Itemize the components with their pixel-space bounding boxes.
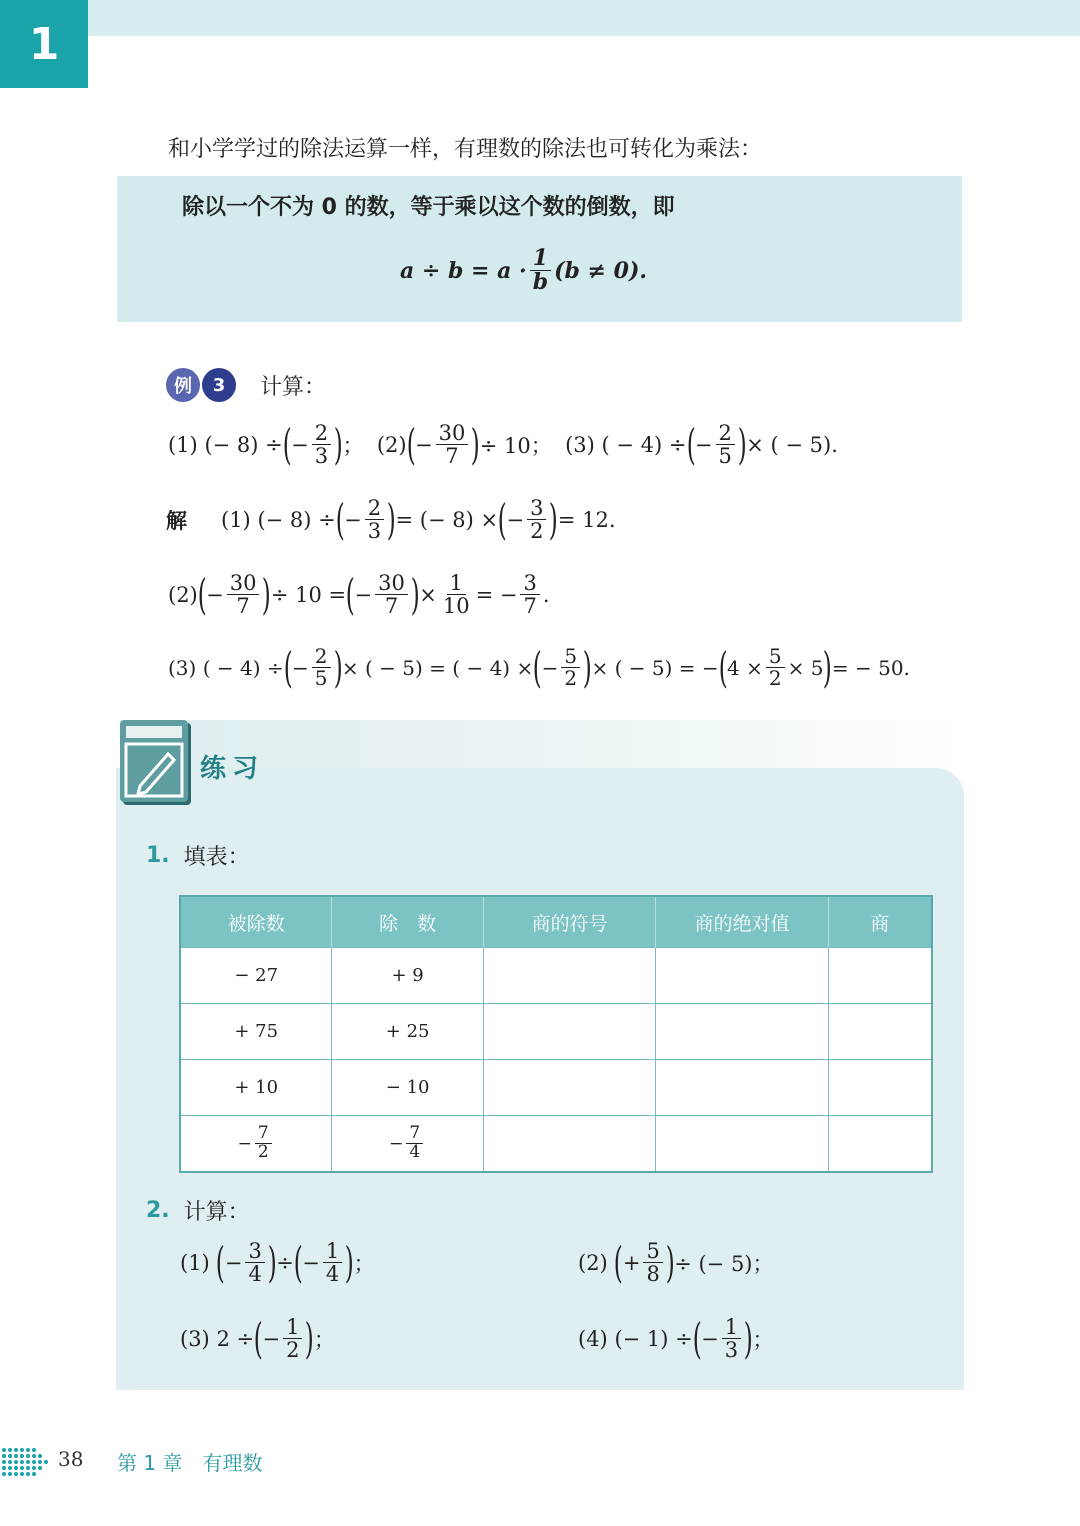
table-row <box>180 948 932 1004</box>
math-text: ( − 4) ÷ <box>202 655 284 680</box>
paren-open: ( <box>686 419 696 469</box>
paren-open: ( <box>345 569 355 619</box>
column-header: 除 数 <box>332 896 483 948</box>
math-text: = (− 8) × <box>395 507 499 532</box>
paren-close: ) <box>743 1313 753 1363</box>
table-row <box>180 1060 932 1116</box>
question-number: 1. <box>146 843 170 868</box>
question-text: 计算： <box>183 1200 250 1225</box>
fraction <box>227 572 260 617</box>
math-text: = − 50. <box>831 655 910 680</box>
intro-text: 和小学学过的除法运算一样，有理数的除法也可转化为乘法： <box>168 137 763 162</box>
math-text: ÷ <box>276 1250 294 1275</box>
solution-line-2: (2) ( − $\frac{30}{7}$ ) ÷ 10 = ( − $\frac{30}{7}$ ) × $\frac{1}{10}$ = − $\frac{3}{7}$ . <box>168 569 550 619</box>
column-header: 被除数 <box>180 896 332 948</box>
example-badge-word: 例 <box>166 368 200 402</box>
problem-label: (1) <box>168 432 198 457</box>
fraction-numerator: 30 <box>227 572 260 595</box>
fraction-denominator: 7 <box>236 594 250 619</box>
problem-label: (2) <box>376 432 407 457</box>
signed-fraction <box>389 1125 426 1162</box>
fraction-numerator: 5 <box>766 646 785 668</box>
sign: − <box>237 1133 252 1154</box>
problem-label: (1) <box>180 1250 210 1275</box>
problem-label: (3) <box>180 1326 210 1351</box>
paren-open: ( <box>197 569 207 619</box>
problem-label: (2) <box>578 1250 608 1275</box>
math-text: = − <box>475 582 518 607</box>
math-text: × ( − 5) = − <box>591 655 719 680</box>
math-text: ； <box>752 1327 774 1352</box>
math-text: × ( − 5) = ( − 4) × <box>341 655 534 680</box>
paren-close: ) <box>665 1237 675 1287</box>
fraction-numerator: 30 <box>436 422 469 445</box>
fraction-denominator: 2 <box>530 519 544 544</box>
math-text: × ( − 5). <box>746 432 838 457</box>
sign: − <box>389 1133 404 1154</box>
answer-cell[interactable] <box>656 948 829 1004</box>
paren-close: ) <box>737 419 747 469</box>
paren-open: ( <box>335 494 345 544</box>
paren-open: ( <box>614 1237 624 1287</box>
fraction-denominator: 7 <box>445 444 459 469</box>
table-cell: + 75 <box>180 1004 332 1060</box>
math-text: ； <box>342 433 364 458</box>
problem-label: (2) <box>168 582 198 607</box>
paren-open: ( <box>532 642 542 692</box>
fraction-denominator: 3 <box>724 1338 739 1363</box>
fraction-denominator: 4 <box>248 1262 262 1287</box>
fraction <box>255 1125 272 1162</box>
q2-problem-2 <box>578 1237 774 1287</box>
fraction-numerator: 2 <box>312 422 331 445</box>
fraction-denominator: 2 <box>257 1142 269 1162</box>
fraction-numerator: 3 <box>527 497 546 520</box>
answer-cell[interactable] <box>483 1004 656 1060</box>
paren-close: ) <box>262 569 272 619</box>
problem-label: (3) <box>565 432 595 457</box>
q2-problem-1: (1) ( − $\frac{3}{4}$ ) ÷ ( − $\frac{1}{4}$ ) ； <box>180 1237 375 1287</box>
paren-close: ) <box>344 1237 354 1287</box>
fraction <box>245 1240 264 1285</box>
solution-line-1: 解 (1) (− 8) ÷ ( − $\frac{2}{3}$ ) = (− 8) × ( − $\frac{3}{2}$ ) = 12. <box>166 494 616 544</box>
fraction-denominator: b <box>532 269 549 296</box>
fraction-numerator: 1 <box>283 1316 302 1339</box>
problem-label: (4) <box>578 1326 608 1351</box>
math-text: (− 8) ÷ <box>204 432 283 457</box>
answer-cell[interactable] <box>828 1116 932 1173</box>
fraction-denominator: 3 <box>314 444 329 469</box>
q2-problem-4: (4) (− 1) ÷ ( − $\frac{1}{3}$ ) ； <box>578 1313 774 1363</box>
fraction <box>527 497 546 542</box>
page-number: 38 <box>58 1447 84 1471</box>
answer-cell[interactable] <box>656 1116 829 1173</box>
table-cell: − 10 <box>332 1060 483 1116</box>
answer-cell[interactable] <box>828 948 932 1004</box>
fraction-denominator: 4 <box>325 1262 340 1287</box>
math-text: ； <box>353 1251 375 1276</box>
fraction-denominator: 10 <box>442 594 470 619</box>
fraction-denominator: 2 <box>286 1338 300 1363</box>
fraction <box>375 572 408 617</box>
paren-close: ) <box>267 1237 277 1287</box>
formula-fraction <box>530 247 551 294</box>
problem-label: (3) <box>168 655 197 680</box>
answer-cell[interactable] <box>656 1004 829 1060</box>
math-text: 4 × <box>727 655 763 680</box>
answer-cell[interactable] <box>828 1060 932 1116</box>
column-header: 商 <box>828 896 932 948</box>
answer-cell[interactable] <box>828 1004 932 1060</box>
math-text: ； <box>313 1327 335 1352</box>
example-header <box>166 368 326 402</box>
formula-condition: (b ≠ 0). <box>554 257 648 284</box>
footer-chapter-title: 第 1 章 有理数 <box>117 1451 263 1475</box>
paren-close: ) <box>333 419 343 469</box>
answer-cell[interactable] <box>656 1060 829 1116</box>
solution-label: 解 <box>166 508 187 533</box>
rule-formula <box>400 247 647 294</box>
fraction <box>312 422 331 467</box>
math-text: (− 1) ÷ <box>614 1326 693 1351</box>
answer-cell[interactable] <box>483 1116 656 1173</box>
fraction-numerator: 5 <box>561 646 580 668</box>
paren-open: ( <box>283 642 293 692</box>
table-cell: + 10 <box>180 1060 332 1116</box>
math-text: 2 ÷ <box>216 1326 255 1351</box>
fraction-denominator: 2 <box>768 666 782 690</box>
math-text: (− 8) ÷ <box>257 507 336 532</box>
table-cell: + 9 <box>332 948 483 1004</box>
chapter-number-tab: 1 <box>0 0 88 88</box>
math-text: × 5 <box>787 655 824 680</box>
paren-close: ) <box>549 494 559 544</box>
fraction-numerator: 3 <box>245 1240 264 1263</box>
table-cell <box>180 1116 332 1173</box>
fill-table <box>179 895 933 1173</box>
rule-text: 除以一个不为 0 的数，等于乘以这个数的倒数，即 <box>182 195 675 220</box>
math-text: ( − 4) ÷ <box>601 432 687 457</box>
paren-open: ( <box>216 1237 226 1287</box>
column-header: 商的绝对值 <box>656 896 829 948</box>
table-row <box>180 1116 932 1173</box>
fraction <box>312 646 331 689</box>
practice-header-band <box>188 720 964 768</box>
fraction-denominator: 5 <box>314 666 328 690</box>
fraction <box>436 422 469 467</box>
paren-open: ( <box>406 419 416 469</box>
fraction-denominator: 7 <box>523 594 537 619</box>
table-cell: + 25 <box>332 1004 483 1060</box>
practice-title: 练习 <box>200 754 265 784</box>
question-1 <box>146 840 250 871</box>
sign: + <box>622 1250 641 1275</box>
example-problems: (1) (− 8) ÷ ( − $\frac{2}{3}$ ) ； (2) ( − $\frac{30}{7}$ ) ÷ 10； (3) ( − 4) ÷ ( − $\frac{2}{5}$ ) × ( − 5). <box>168 419 838 469</box>
fraction <box>323 1240 342 1285</box>
math-text: ÷ (− 5)； <box>674 1251 774 1276</box>
fraction <box>283 1316 302 1361</box>
q2-problem-3: (3) 2 ÷ ( − $\frac{1}{2}$ ) ； <box>180 1313 335 1363</box>
example-title: 计算： <box>260 374 327 400</box>
fraction <box>520 572 539 617</box>
fraction <box>440 572 473 617</box>
paren-open: ( <box>718 642 728 692</box>
math-text: ÷ 10 = <box>270 582 347 607</box>
math-text: . <box>542 582 550 607</box>
fraction <box>766 646 785 689</box>
fraction-denominator: 5 <box>718 444 732 469</box>
math-text: = 12. <box>557 507 616 532</box>
fraction-numerator: 1 <box>530 247 551 271</box>
answer-cell[interactable] <box>483 948 656 1004</box>
column-header: 商的符号 <box>483 896 656 948</box>
table-cell: − 27 <box>180 948 332 1004</box>
fraction-numerator: 7 <box>406 1125 423 1144</box>
paren-close: ) <box>386 494 396 544</box>
fraction-numerator: 2 <box>716 422 735 445</box>
fraction <box>365 497 384 542</box>
paren-open: ( <box>293 1237 303 1287</box>
answer-cell[interactable] <box>483 1060 656 1116</box>
pencil-icon <box>120 720 188 802</box>
paren-open: ( <box>497 494 507 544</box>
paren-close: ) <box>471 419 481 469</box>
fraction-numerator: 1 <box>323 1240 342 1263</box>
paren-close: ) <box>823 642 833 692</box>
table-cell <box>332 1116 483 1173</box>
fraction-denominator: 2 <box>564 666 578 690</box>
fraction-denominator: 4 <box>409 1142 421 1162</box>
fraction <box>643 1240 662 1285</box>
fraction-numerator: 7 <box>255 1125 272 1144</box>
problem-label: (1) <box>221 507 251 532</box>
fraction-numerator: 30 <box>375 572 408 595</box>
question-2 <box>146 1195 250 1226</box>
math-text: ÷ 10； <box>479 433 552 458</box>
fraction-denominator: 3 <box>367 519 382 544</box>
paren-open: ( <box>692 1313 702 1363</box>
fraction-numerator: 3 <box>520 572 539 595</box>
fraction-denominator: 7 <box>384 594 399 619</box>
fraction-numerator: 2 <box>312 646 331 668</box>
question-number: 2. <box>146 1198 170 1223</box>
fraction <box>406 1125 423 1162</box>
paren-close: ) <box>410 569 420 619</box>
paren-close: ) <box>333 642 343 692</box>
table-row <box>180 1004 932 1060</box>
fraction-numerator: 2 <box>365 497 384 520</box>
paren-open: ( <box>282 419 292 469</box>
paren-open: ( <box>253 1313 263 1363</box>
question-text: 填表： <box>183 845 250 870</box>
top-banner <box>88 0 1080 36</box>
fraction-numerator: 1 <box>722 1316 741 1339</box>
table-header-row <box>180 896 932 948</box>
fraction <box>561 646 580 689</box>
fraction <box>722 1316 741 1361</box>
fraction-numerator: 5 <box>643 1240 662 1263</box>
math-text: × <box>419 582 437 607</box>
formula-lhs: a ÷ b = a · <box>400 257 527 284</box>
signed-fraction <box>238 1125 275 1162</box>
solution-line-3: (3) ( − 4) ÷ ( − $\frac{2}{5}$ ) × ( − 5) = ( − 4) × ( − $\frac{5}{2}$ ) × ( − 5) = − ( 4 × $\frac{5}{2}$ × 5 ) = − 50. <box>168 642 910 692</box>
paren-close: ) <box>582 642 592 692</box>
pencil-notebook-icon <box>120 720 188 802</box>
dot-grid-icon <box>0 1440 52 1478</box>
fraction-denominator: 8 <box>646 1262 660 1287</box>
fraction <box>716 422 735 467</box>
fraction-numerator: 1 <box>447 572 466 595</box>
example-badge-number: 3 <box>202 368 236 402</box>
paren-close: ) <box>305 1313 315 1363</box>
